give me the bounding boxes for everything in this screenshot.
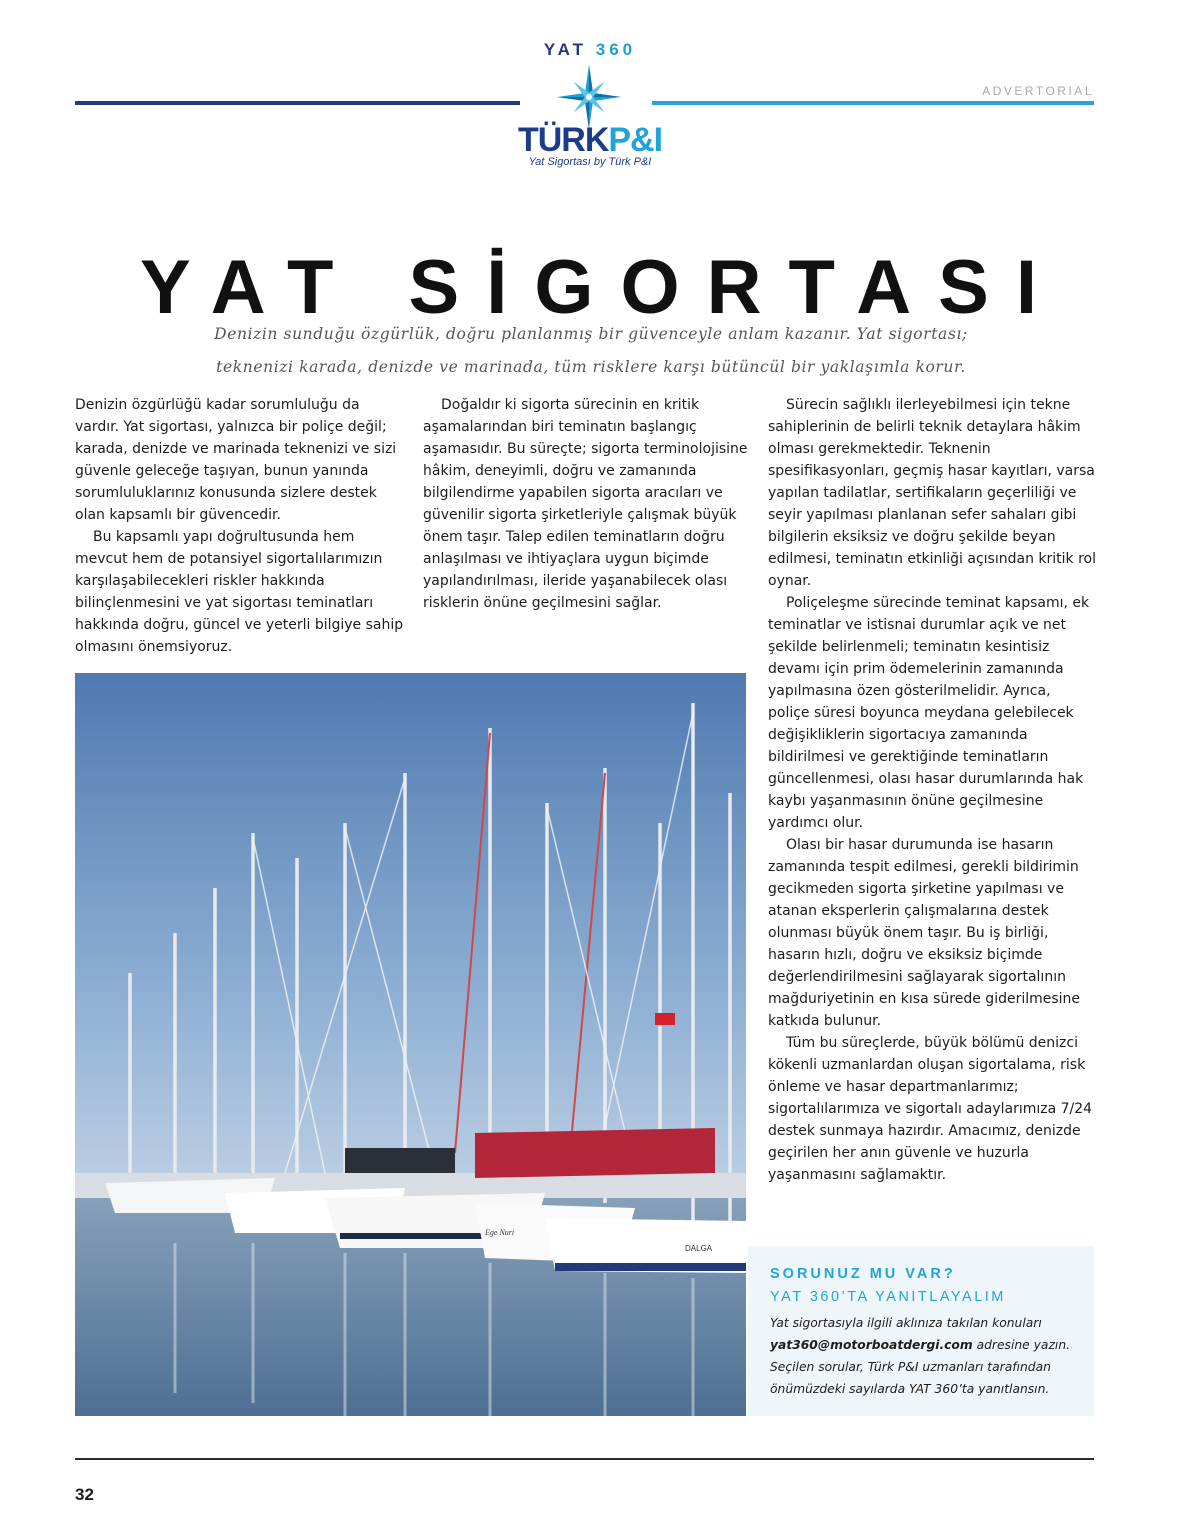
brand-number: 360 [595,40,637,59]
header-rule-left [75,101,520,105]
logo-main: TÜRK [517,121,609,159]
subtitle-line-2: teknenizi karada, denizde ve marinada, tüm risklere karşı bütüncül bir yaklaşımla korur. [216,358,966,376]
question-heading: SORUNUZ MU VAR? [770,1266,956,1282]
brand-word: YAT [543,40,588,59]
yat360-brand [470,40,710,60]
question-text-after: adresine yazın. Seçilen sorular, Türk P&I uzmanları tarafından önümüzdeki sayılarda YAT 360’ta yanıtlansın. [770,1338,1071,1396]
paragraph-1: Denizin özgürlüğü kadar sorumluluğu da vardır. Yat sigortası, yalnızca bir poliçe değil; karada, denizde ve marinada teknenizi ve sizi güvenle geleceğe taşıyan, bunun yanında sorumluluklarınız konusunda sizlere destek olan kapsamlı bir güvencedir. [75,397,397,523]
paragraph-3: Doğaldır ki sigorta sürecinin en kritik aşamalarından biri teminatın başlangıç aşamasıdır. Bu süreçte; sigorta terminolojisine hâkim, deneyimli, doğru ve zamanında bilgilendirme yapabilen sigorta aracıları ve güvenilir sigorta şirketleriyle çalışmak büyük önem taşır. Talep edilen teminatların doğru anlaşılması ve ihtiyaçlara uygun biçimde yapılandırılması, ileride yaşanabilecek olası risklerin önüne geçilmesini sağlar. [423,397,748,611]
footer-rule [75,1458,1094,1460]
article-title: YAT SİGORTASI [140,245,1064,330]
article-subtitle [120,318,1062,384]
contact-email[interactable]: yat360@motorboatdergi.com [770,1338,973,1352]
question-subheading: YAT 360’TA YANITLAYALIM [770,1289,1006,1305]
question-text [770,1312,1090,1400]
article-column-3 [768,394,1096,1186]
paragraph-4: Sürecin sağlıklı ilerleyebilmesi için tekne sahiplerinin de belirli teknik detaylara hâkim olması gerekmektedir. Teknenin spesifikasyonları, geçmiş hasar kayıtları, varsa yapılan tadilatlar, sertifikaların geçerliliği ve seyir yapılması planlanan sefer sahaları gibi bilgilerin eksiksiz ve doğru şekilde beyan edilmesi, teminatın etkinliği açısından kritik rol oynar. [768,397,1096,589]
paragraph-2: Bu kapsamlı yapı doğrultusunda hem mevcut hem de potansiyel sigortalılarımızın karşılaşabilecekleri riskler hakkında bilinçlenmesini ve yat sigortası teminatları hakkında doğru, güncel ve yeterli bilgiye sahip olmasını önemsiyoruz. [75,529,404,655]
boat-name-dalga: DALGA [685,1244,713,1253]
paragraph-5: Poliçeleşme sürecinde teminat kapsamı, ek teminatlar ve istisnai durumlar açık ve net şekilde belirlenmeli; teminatın kesintisiz devamı için prim ödemelerinin zamanında yapılmasına özen gösterilmelidir. Ayrıca, poliçe süresi boyunca meydana gelebilecek değişikliklerin sigortacıya zamanında bildirilmesi ve gerektiğinde teminatların güncellenmesi, olası hasar durumlarında hak kaybı yaşanmasının önüne geçilmesine yardımcı olur. [768,595,1090,831]
page-number: 32 [75,1485,94,1504]
section-label: ADVERTORIAL [982,84,1094,98]
logo-tagline: Yat Sigortası by Türk P&I [528,156,652,168]
paragraph-6: Olası bir hasar durumunda ise hasarın zamanında tespit edilmesi, gerekli bildirimin gecikmeden sigorta şirketine yapılması ve atanan eksperlerin çalışmalarına destek olunması büyük önem taşır. Bu iş birliği, hasarın hızlı, doğru ve eksiksiz biçimde değerlendirilmesini sağlayarak sigortalının mağduriyetinin en kısa sürede giderilmesine katkıda bulunur. [768,837,1081,1029]
marina-photo [75,673,746,1416]
header-rule-right [652,101,1094,105]
logo-accent: P&I [608,121,663,159]
question-text-before: Yat sigortasıyla ilgili aklınıza takılan konuları [770,1316,1042,1330]
article-column-2 [423,394,748,614]
boat-name-ege: Ege Nuri [485,1228,515,1237]
subtitle-line-1: Denizin sunduğu özgürlük, doğru planlanmış bir güvenceyle anlam kazanır. Yat sigortası; [214,325,968,343]
turk-pi-logo [470,122,710,158]
paragraph-7: Tüm bu süreçlerde, büyük bölümü denizci kökenli uzmanlardan oluşan sigortalama, risk önleme ve hasar departmanlarımız; sigortalılarımıza ve sigortalı adaylarımıza 7/24 destek sunmaya hazırdır. Amacımız, denizde geçirilen her anın güvenle ve huzurla yaşanmasını sağlamaktır. [768,1035,1093,1183]
article-column-1 [75,394,405,658]
